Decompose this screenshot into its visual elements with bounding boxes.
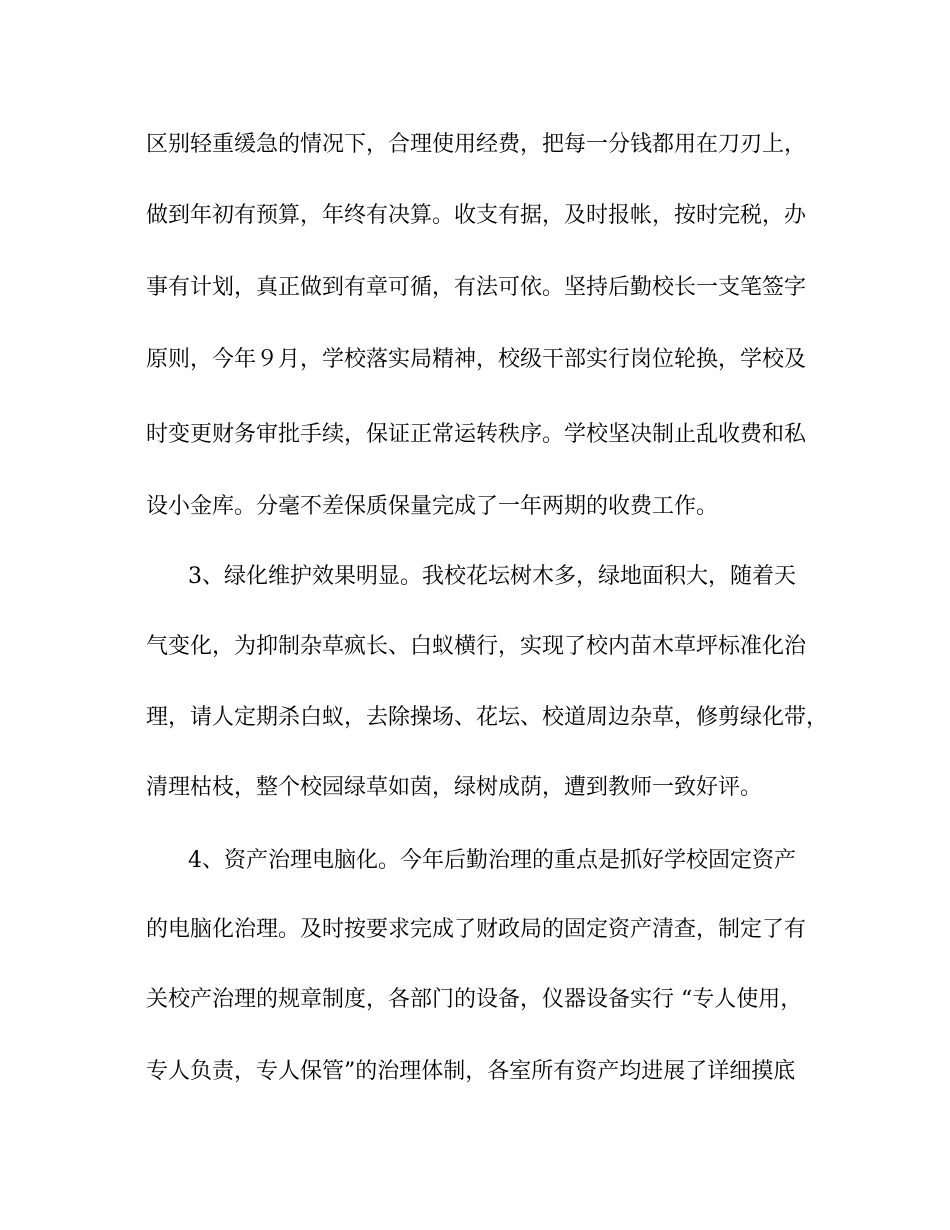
text-line-8: 气变化，为抑制杂草疯长、白蚁横行，实现了校内苗木草坪标准化治 xyxy=(146,634,807,659)
text-line-5: 时变更财务审批手续，保证正常运转秩序。学校坚决制止乱收费和私 xyxy=(146,422,807,447)
text-line-2: 做到年初有预算，年终有决算。收支有据，及时报帐，按时完税，办 xyxy=(146,203,807,228)
text-line-9: 理，请人定期杀白蚁，去除操场、花坛、校道周边杂草，修剪绿化带， xyxy=(146,705,829,730)
text-line-10: 清理枯枝，整个校园绿草如茵，绿树成荫，遭到教师一致好评。 xyxy=(146,775,763,800)
text-line-3: 事有计划，真正做到有章可循，有法可依。坚持后勤校长一支笔签字 xyxy=(146,275,807,300)
text-line-13: 关校产治理的规章制度，各部门的设备，仪器设备实行 “专人使用， xyxy=(146,987,803,1012)
text-line-1: 区别轻重缓急的情况下，合理使用经费，把每一分钱都用在刀刃上， xyxy=(146,132,807,157)
text-line-14: 专人负责，专人保管”的治理体制，各室所有资产均进展了详细摸底 xyxy=(146,1059,796,1084)
text-line-12: 的电脑化治理。及时按要求完成了财政局的固定资产清查，制定了有 xyxy=(146,917,807,942)
text-line-7: 3、绿化维护效果明显。我校花坛树木多，绿地面积大，随着天 xyxy=(188,564,796,589)
text-line-6: 设小金库。分毫不差保质保量完成了一年两期的收费工作。 xyxy=(146,494,719,519)
text-line-4: 原则，今年９月，学校落实局精神，校级干部实行岗位轮换，学校及 xyxy=(146,347,807,372)
text-line-11: 4、资产治理电脑化。今年后勤治理的重点是抓好学校固定资产 xyxy=(188,848,796,873)
